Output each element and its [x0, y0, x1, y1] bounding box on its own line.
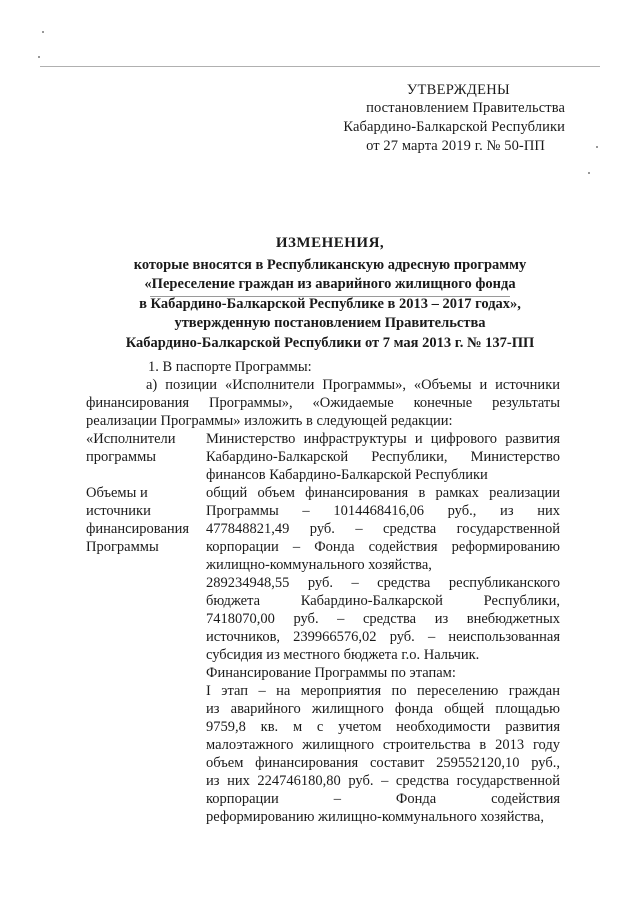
intro-item-a-line-3: реализации Программы» изложить в следующей редакции:: [86, 413, 453, 429]
title-line-5: утвержденную постановлением Правительства: [174, 315, 486, 331]
financing-line: корпорации – Фонда содействия: [206, 791, 560, 807]
title-line-3: «Переселение граждан из аварийного жилищного фонда: [144, 276, 516, 292]
financing-line: источников, 239966576,02 руб. – неиспользованная: [206, 629, 560, 645]
financing-line: субсидия из местного бюджета г.о. Нальчик.: [206, 647, 480, 663]
approval-title: УТВЕРЖДЕНЫ: [406, 82, 510, 98]
approval-heading: [330, 80, 565, 100]
financing-line: 477848821,49 руб. – средства государственной: [206, 521, 560, 537]
row-executors-label-line-2: программы: [86, 449, 156, 465]
financing-line: из них 224746180,80 руб. – средства государственной: [206, 773, 560, 789]
row-executors-line-3: финансов Кабардино-Балкарской Республики: [206, 467, 488, 483]
scan-speck: [38, 56, 40, 58]
row-executors-label: [86, 430, 176, 466]
scan-speck: [596, 146, 598, 148]
row-financing-label-line-4: Программы: [86, 539, 159, 555]
financing-line: Программы – 1014468416,06 руб., из них: [206, 503, 560, 519]
scan-speck: [42, 31, 44, 33]
approval-line-2: постановлением Правительства: [366, 100, 565, 116]
scan-speck: [588, 172, 590, 174]
financing-line: из аварийного жилищного фонда общей площадью: [206, 701, 560, 717]
row-executors-line-1: Министерство инфраструктуры и цифрового развития: [206, 431, 560, 447]
intro-item-a-line-2: финансирования Программы», «Ожидаемые конечные результаты: [86, 395, 560, 411]
financing-line: общий объем финансирования в рамках реализации: [206, 485, 560, 501]
scan-line-top: [40, 66, 600, 67]
financing-line: 7418070,00 руб. – средства из внебюджетных: [206, 611, 560, 627]
approval-line-4: от 27 марта 2019 г. № 50-ПП: [366, 138, 545, 154]
title-line-4: в Кабардино-Балкарской Республике в 2013 – 2017 годах»,: [139, 295, 521, 312]
approval-line-3: Кабардино-Балкарской Республики: [343, 119, 565, 135]
row-executors-value: [206, 430, 560, 484]
intro-item-a-line-1: а) позиции «Исполнители Программы», «Объемы и источники: [146, 377, 560, 393]
intro-item-1: 1. В паспорте Программы:: [148, 359, 312, 375]
row-financing-label: [86, 484, 189, 556]
row-financing-label-line-2: источники: [86, 503, 151, 519]
financing-line: I этап – на мероприятия по переселению граждан: [206, 683, 560, 699]
financing-line: объем финансирования составит 259552120,10 руб.,: [206, 755, 560, 771]
financing-line: бюджета Кабардино-Балкарской Республики,: [206, 593, 560, 609]
financing-line: жилищно-коммунального хозяйства,: [206, 557, 432, 573]
intro-item-a: [86, 376, 560, 430]
title-line-2: которые вносятся в Республиканскую адресную программу: [133, 256, 527, 273]
title-line-1: ИЗМЕНЕНИЯ,: [275, 235, 385, 251]
row-financing-label-line-3: финансирования: [86, 521, 190, 537]
financing-line: 289234948,55 руб. – средства республиканского: [206, 575, 560, 591]
financing-line: Финансирование Программы по этапам:: [206, 665, 456, 681]
title-line-6: Кабардино-Балкарской Республики от 7 мая 2013 г. № 137-ПП: [125, 334, 535, 351]
row-financing-label-line-1: Объемы и: [86, 485, 148, 501]
row-executors-line-2: Кабардино-Балкарской Республики, Министерство: [206, 449, 560, 465]
row-financing-value: [206, 484, 560, 826]
financing-line: реформированию жилищно-коммунального хозяйства,: [206, 809, 544, 825]
financing-line: корпорации – Фонда содействия реформированию: [206, 539, 560, 555]
row-executors-label-line-1: «Исполнители: [86, 431, 176, 447]
financing-line: малоэтажного жилищного строительства в 2013 году: [206, 737, 560, 753]
financing-line: 9759,8 кв. м с учетом необходимости развития: [206, 719, 560, 735]
document-title: [70, 234, 590, 353]
